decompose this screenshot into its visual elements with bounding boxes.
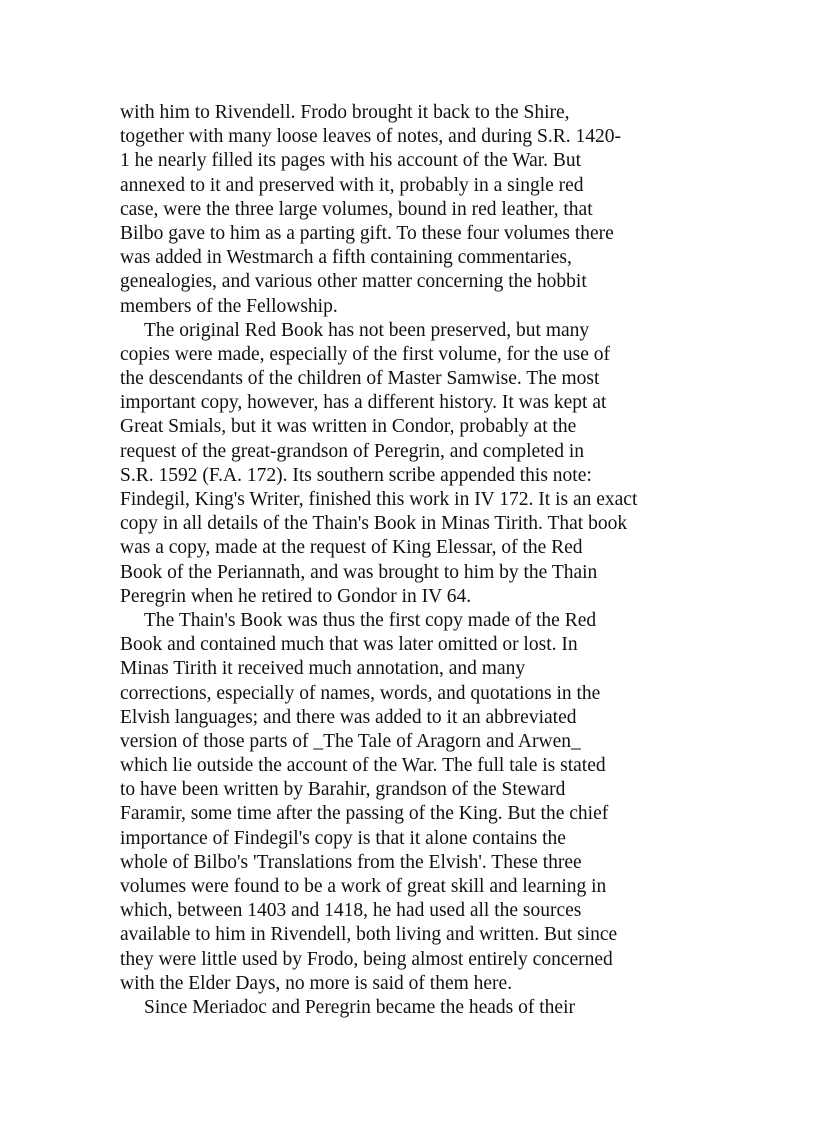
- text-line: Minas Tirith it received much annotation, and many: [120, 658, 526, 680]
- text-line: they were little used by Frodo, being almost entirely concerned: [120, 948, 613, 970]
- text-line: 1 he nearly filled its pages with his account of the War. But: [120, 150, 582, 172]
- text-line: Bilbo gave to him as a parting gift. To these four volumes there: [120, 222, 614, 244]
- text-line: together with many loose leaves of notes, and during S.R. 1420-: [120, 126, 621, 148]
- text-line: the descendants of the children of Master Samwise. The most: [120, 368, 600, 390]
- text-line: request of the great-grandson of Peregrin, and completed in: [120, 440, 585, 462]
- text-line: was added in Westmarch a fifth containing commentaries,: [120, 247, 572, 269]
- text-line: copy in all details of the Thain's Book in Minas Tirith. That book: [120, 513, 628, 535]
- document-page: [120, 101, 696, 1020]
- text-line: corrections, especially of names, words, and quotations in the: [120, 682, 601, 704]
- text-line: volumes were found to be a work of great skill and learning in: [120, 876, 607, 897]
- text-line: which lie outside the account of the War. The full tale is stated: [120, 755, 606, 777]
- text-line: to have been written by Barahir, grandson of the Steward: [120, 779, 566, 801]
- text-line: was a copy, made at the request of King Elessar, of the Red: [120, 537, 583, 559]
- text-line: The Thain's Book was thus the first copy made of the Red: [144, 609, 597, 631]
- text-line: Findegil, King's Writer, finished this work in IV 172. It is an exact: [120, 489, 638, 510]
- paragraph-4: [120, 996, 696, 1020]
- text-line: Faramir, some time after the passing of the King. But the chief: [120, 803, 609, 825]
- paragraph-3: [120, 609, 696, 996]
- text-line: case, were the three large volumes, bound in red leather, that: [120, 198, 593, 220]
- text-line: members of the Fellowship.: [120, 295, 338, 317]
- text-line: with him to Rivendell. Frodo brought it back to the Shire,: [120, 102, 570, 123]
- paragraph-1: [120, 101, 696, 319]
- text-line: Since Meriadoc and Peregrin became the heads of their: [144, 996, 575, 1018]
- text-line: The original Red Book has not been preserved, but many: [144, 319, 590, 341]
- text-line: annexed to it and preserved with it, probably in a single red: [120, 174, 584, 196]
- text-line: with the Elder Days, no more is said of them here.: [120, 972, 513, 994]
- text-line: available to him in Rivendell, both living and written. But since: [120, 924, 618, 946]
- text-line: version of those parts of _The Tale of Aragorn and Arwen_: [120, 730, 581, 752]
- text-line: Great Smials, but it was written in Condor, probably at the: [120, 416, 577, 438]
- text-line: S.R. 1592 (F.A. 172). Its southern scribe appended this note:: [120, 464, 592, 486]
- text-line: Elvish languages; and there was added to it an abbreviated: [120, 706, 577, 728]
- text-line: which, between 1403 and 1418, he had used all the sources: [120, 900, 582, 922]
- text-line: importance of Findegil's copy is that it alone contains the: [120, 827, 566, 849]
- text-line: important copy, however, has a different history. It was kept at: [120, 392, 607, 414]
- text-line: Peregrin when he retired to Gondor in IV 64.: [120, 585, 472, 607]
- text-line: Book and contained much that was later omitted or lost. In: [120, 634, 578, 656]
- text-line: Book of the Periannath, and was brought to him by the Thain: [120, 561, 598, 583]
- text-line: whole of Bilbo's 'Translations from the Elvish'. These three: [120, 851, 582, 873]
- text-line: copies were made, especially of the first volume, for the use of: [120, 343, 611, 365]
- text-line: genealogies, and various other matter concerning the hobbit: [120, 271, 587, 293]
- paragraph-2: [120, 319, 696, 609]
